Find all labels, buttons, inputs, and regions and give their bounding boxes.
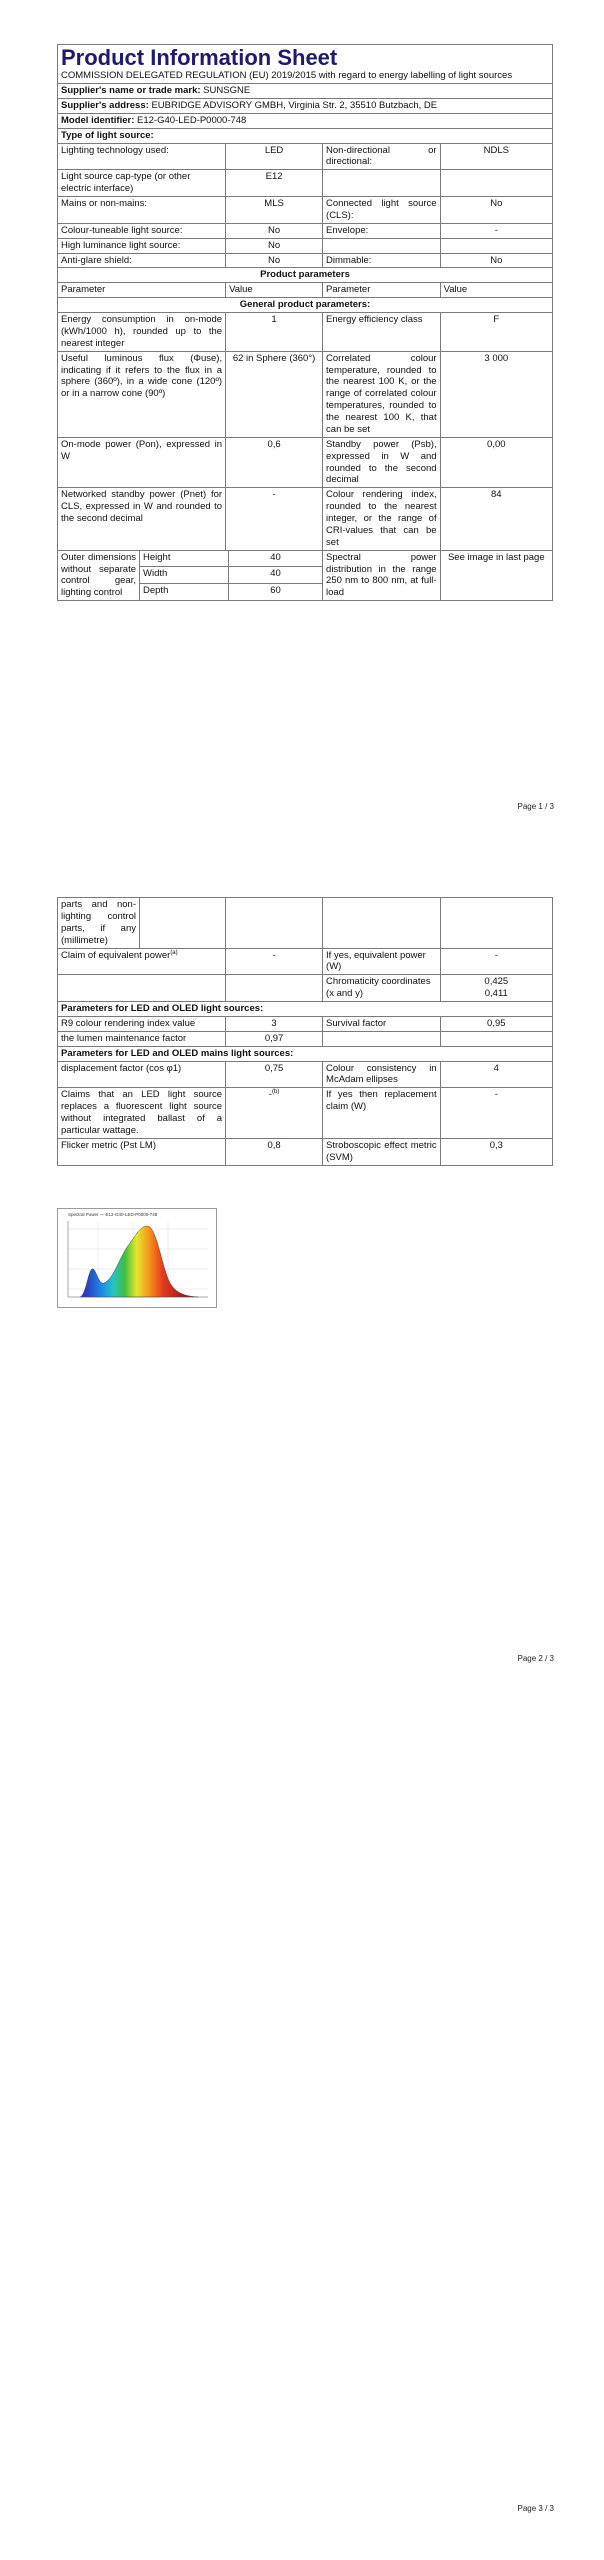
table-row: [58, 170, 553, 197]
param-value: [440, 238, 552, 253]
param-label: On-mode power (Pon), expressed in W: [58, 437, 226, 488]
column-header-row: [58, 283, 553, 298]
param-label: [58, 975, 226, 1002]
param-label: Colour-tuneable light source:: [58, 223, 226, 238]
param-value: LED: [226, 143, 323, 170]
param-value: 0,8: [226, 1138, 323, 1165]
param-label: Energy efficiency class: [323, 313, 441, 352]
param-label: Correlated colour temperature, rounded to the nearest 100 K, or the range of correlated colour temperatures, rounded to the nearest 100 K, that can be set: [323, 351, 441, 437]
param-value: -: [440, 948, 552, 975]
param-value: 1: [226, 313, 323, 352]
dimensions-table: [58, 551, 322, 601]
param-label: Energy consumption in on-mode (kWh/1000 h), rounded up to the nearest integer: [58, 313, 226, 352]
param-value: 3 000: [440, 351, 552, 437]
model-identifier-value: E12-G40-LED-P0000-748: [137, 114, 247, 126]
footnote-ref: (a): [170, 949, 178, 956]
model-identifier-label: Model identifier:: [61, 114, 135, 126]
param-value: No: [226, 223, 323, 238]
param-value: 0,97: [226, 1031, 323, 1046]
param-label: Mains or non-mains:: [58, 197, 226, 224]
dimensions-cell: [58, 550, 323, 601]
led-parameters-section: Parameters for LED and OLED light sources:: [58, 1002, 553, 1017]
param-value: 0,6: [226, 437, 323, 488]
dimensions-continued-cell: [58, 898, 226, 949]
table-row: [58, 197, 553, 224]
param-label: Standby power (Psb), expressed in W and rounded to the second decimal: [323, 437, 441, 488]
info-table-page-2: [57, 897, 553, 1166]
supplier-address-value: EUBRIDGE ADVISORY GMBH, Virginia Str. 2, 35510 Butzbach, DE: [151, 99, 438, 111]
dimensions-label-continued: parts and non-lighting control parts, if any (millimetre): [58, 898, 140, 948]
param-value: 0,3: [440, 1138, 552, 1165]
param-value: 0,95: [440, 1016, 552, 1031]
param-label: High luminance light source:: [58, 238, 226, 253]
led-mains-parameters-section: Parameters for LED and OLED mains light sources:: [58, 1046, 553, 1061]
table-row: [58, 1016, 553, 1031]
spectral-distribution-image: [57, 1208, 217, 1308]
param-value: 0,75: [226, 1061, 323, 1088]
regulation-subtitle: COMMISSION DELEGATED REGULATION (EU) 2019/2015 with regard to energy labelling of light sources: [61, 70, 513, 82]
supplier-address-label: Supplier's address:: [61, 99, 149, 111]
param-label: Light source cap-type (or other electric interface): [58, 170, 226, 197]
table-row: [58, 1061, 553, 1088]
page-number: Page 3 / 3: [517, 2504, 554, 2513]
param-value: 3: [226, 1016, 323, 1031]
param-value: No: [440, 253, 552, 268]
param-label: [323, 170, 441, 197]
param-value: 4: [440, 1061, 552, 1088]
param-label: Useful luminous flux (Φuse), indicating if it refers to the flux in a sphere (360º), in a wide cone (120º) or in a narrow cone (90º): [58, 351, 226, 437]
param-label: Lighting technology used:: [58, 143, 226, 170]
table-row: [58, 223, 553, 238]
table-row: [58, 253, 553, 268]
chromaticity-value: 0,425 0,411: [440, 975, 552, 1002]
param-value: -: [226, 488, 323, 550]
info-table-page-1: [57, 44, 553, 601]
page-title: Product Information Sheet: [61, 45, 338, 70]
param-value: [440, 1031, 552, 1046]
depth-label: Depth: [140, 584, 229, 600]
param-label: Anti-glare shield:: [58, 253, 226, 268]
dimensions-row: [58, 550, 553, 601]
product-parameters-section: Product parameters: [58, 268, 553, 283]
table-row: [58, 948, 553, 975]
supplier-name-row: [58, 84, 553, 99]
spectrum-caption: Spectral Power — E12-G40-LED-P0000-748: [68, 1212, 158, 1217]
param-label: Claim of equivalent power$^{(a)}$: [58, 948, 226, 975]
light-source-section: Type of light source:: [58, 128, 553, 143]
supplier-name-value: SUNSGNE: [203, 85, 251, 97]
param-label: Colour consistency in McAdam ellipses: [323, 1061, 441, 1088]
param-label: Claims that an LED light source replaces a fluorescent light source without integrated ballast of a particular wattage.: [58, 1088, 226, 1139]
page-3: [0, 1706, 604, 2559]
param-label: Networked standby power (Pnet) for CLS, expressed in W and rounded to the second decimal: [58, 488, 226, 550]
param-value: [440, 170, 552, 197]
height-value: 40: [229, 551, 323, 567]
height-label: Height: [140, 551, 229, 567]
supplier-name-label: Supplier's name or trade mark:: [61, 85, 201, 97]
table-row: [58, 313, 553, 352]
param-label: Flicker metric (Pst LM): [58, 1138, 226, 1165]
depth-value: 60: [270, 585, 281, 597]
page-number: Page 1 / 3: [517, 802, 554, 811]
table-row: [58, 437, 553, 488]
page-number: Page 2 / 3: [517, 1654, 554, 1663]
dimensions-continued-row: [58, 898, 553, 949]
param-value: No: [226, 253, 323, 268]
width-value: 40: [229, 567, 323, 584]
page-1: [0, 0, 604, 853]
table-row: [58, 975, 553, 1002]
column-header: Parameter: [323, 283, 441, 298]
param-value: No: [440, 197, 552, 224]
param-label: If yes, equivalent power (W): [323, 948, 441, 975]
param-label: Connected light source (CLS):: [323, 197, 441, 224]
table-row: [58, 1031, 553, 1046]
param-value: No: [226, 238, 323, 253]
param-label: Chromaticity coordinates (x and y): [323, 975, 441, 1002]
param-value: MLS: [226, 197, 323, 224]
spectrum-graphic: [58, 1209, 216, 1307]
param-value: E12: [226, 170, 323, 197]
param-label: Survival factor: [323, 1016, 441, 1031]
param-value: -: [440, 1088, 552, 1139]
param-label: R9 colour rendering index value: [58, 1016, 226, 1031]
param-label: Non-directional or directional:: [323, 143, 441, 170]
param-label: [323, 1031, 441, 1046]
spectrum-curve: [80, 1226, 198, 1297]
param-value: -: [226, 948, 323, 975]
param-label: the lumen maintenance factor: [58, 1031, 226, 1046]
param-label: Stroboscopic effect metric (SVM): [323, 1138, 441, 1165]
general-parameters-section: General product parameters:: [58, 298, 553, 313]
param-label: Envelope:: [323, 223, 441, 238]
param-label: [323, 238, 441, 253]
param-value: 84: [440, 488, 552, 550]
param-value: NDLS: [440, 143, 552, 170]
supplier-address-row: [58, 98, 553, 113]
param-label: If yes then replacement claim (W): [323, 1088, 441, 1139]
column-header: Value: [226, 283, 323, 298]
param-value: 0,00: [440, 437, 552, 488]
param-value: 62 in Sphere (360°): [226, 351, 323, 437]
param-value: [226, 975, 323, 1002]
table-row: [58, 1088, 553, 1139]
param-label: Dimmable:: [323, 253, 441, 268]
column-header: Value: [440, 283, 552, 298]
width-label: Width: [140, 567, 229, 584]
table-row: [58, 143, 553, 170]
table-row: [58, 238, 553, 253]
param-value: -: [440, 223, 552, 238]
spectral-label: Spectral power distribution in the range 250 nm to 800 nm, at full-load: [323, 550, 441, 601]
table-row: [58, 351, 553, 437]
param-label: displacement factor (cos φ1): [58, 1061, 226, 1088]
footnote-ref: (b): [271, 1089, 280, 1096]
table-row: [58, 488, 553, 550]
spectral-value: See image in last page: [440, 550, 552, 601]
header-cell: [58, 45, 553, 84]
dimensions-label: Outer dimensions without separate control gear, lighting control: [58, 551, 140, 601]
param-label: Colour rendering index, rounded to the nearest integer, or the range of CRI-values that can be set: [323, 488, 441, 550]
table-row: [58, 1138, 553, 1165]
model-identifier-row: [58, 113, 553, 128]
param-value: -$^{(b)}$: [226, 1088, 323, 1139]
param-value: F: [440, 313, 552, 352]
column-header: Parameter: [58, 283, 226, 298]
